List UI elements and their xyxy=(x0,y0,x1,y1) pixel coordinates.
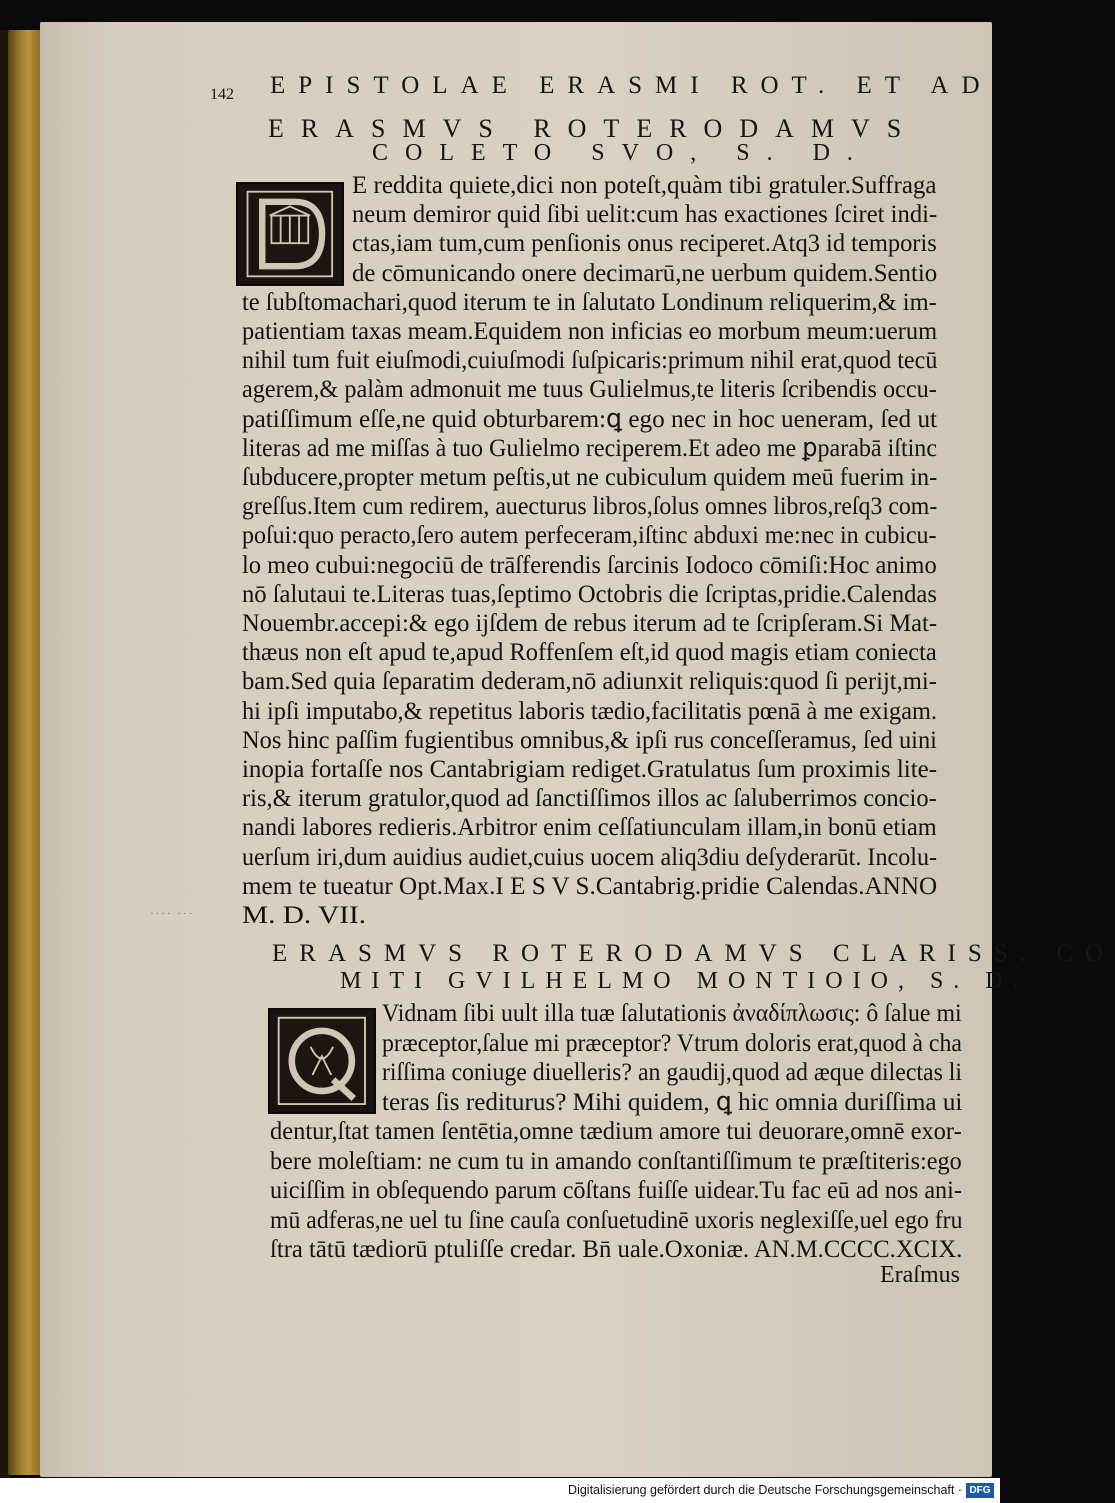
text-line: neum demiror quid ſibi uelit:cum has exactiones ſciret indi- xyxy=(352,199,938,229)
text-line: riſſima coniuge diuelleris? an gaudij,quod ad æque dilectas li xyxy=(382,1057,963,1086)
text-line: dentur,ſtat tamen ſentētia,omne tædium amore tui deuorare,omnē exor- xyxy=(270,1116,962,1145)
text-line: de cōmunicando onere decimarū,ne uerbum quidem.Sentio xyxy=(352,257,938,287)
letter2-signature: Eraſmus xyxy=(880,1262,960,1288)
text-line: bere moleſtiam: ne cum tu in amando conſtantiſſimum te præſtiteris:ego xyxy=(270,1145,962,1175)
book-page-edge xyxy=(8,30,42,1475)
text-line: mū adferas,ne uel tu ſine cauſa conſuetudinē uxoris neglexiſſe,uel ego fru xyxy=(270,1204,963,1234)
text-line: agerem,& palàm admonuit me tuus Gulielmus,te literis ſcribendis occu- xyxy=(242,374,937,404)
text-line: literas ad me miſſas à tuo Gulielmo reciperem.Et adeo me ꝑparabā iſtinc xyxy=(242,432,937,462)
text-line: uiciſſim in obſequendo parum cōſtans fuiſſe uidear.Tu fac eū ad nos ani- xyxy=(270,1175,962,1204)
text-line: ctas,iam tum,cum penſionis onus reciperet.Atq3 id temporis xyxy=(352,228,937,258)
ornamental-initial-q xyxy=(268,1008,376,1114)
text-line: nō ſalutaui te.Literas tuas,ſeptimo Octobris die ſcriptas,pridie.Calendas xyxy=(242,578,937,608)
letter1-heading-line1: ERASMVS ROTERODAMVS xyxy=(268,114,919,143)
footer-bar xyxy=(0,1478,1000,1503)
ornamental-initial-d xyxy=(236,182,344,286)
margin-note: ···· ··· xyxy=(150,908,195,920)
text-line: nandi labores redieris.Arbitror enim ceſſatiunculam illam,in bonū etiam xyxy=(242,812,937,842)
dfg-logo: DFG xyxy=(966,1483,994,1498)
footer-credit: Digitalisierung gefördert durch die Deutsche Forschungsgemeinschaft · xyxy=(568,1483,962,1497)
text-line: nihil tum fuit eiuſmodi,cuiuſmodi ſuſpicaris:primum nihil erat,quod tecū xyxy=(242,345,938,375)
text-line: E reddita quiete,dici non poteſt,quàm tibi gratuler.Suffraga xyxy=(352,170,937,199)
text-line: thæus non eſt apud te,apud Roffenſem eſt,id quod magis etiam coniecta xyxy=(242,637,937,667)
text-line: ſubducere,propter metum peſtis,ut ne cubiculum quidem meū fuerim in- xyxy=(242,462,938,491)
letter1-heading-line2: COLETO SVO, S. D. xyxy=(372,140,870,166)
text-line: ris,& iterum gratulor,quod ad ſanctiſſimos illos ac ſaluberrimos concio- xyxy=(242,783,937,813)
text-line: patientiam taxas meam.Equidem non inficias eo morbum meum:uerum xyxy=(242,316,938,345)
folio-number: 142 xyxy=(210,86,234,103)
text-line: M. D. VII. xyxy=(242,900,367,929)
text-line: mem te tueatur Opt.Max.I E S V S.Cantabrig.pridie Calendas.ANNO xyxy=(242,870,938,900)
text-line: uerſum iri,dum auidius audiet,cuius uocem aliq3diu deſyderarūt. Incolu- xyxy=(242,841,938,871)
text-line: bam.Sed quia ſeparatim dederam,nō adiunxit reliquis:quod ſi perijt,mi- xyxy=(242,666,937,696)
text-line: greſſus.Item cum redirem, auecturus libros,ſolus omnes libros,reſq3 com- xyxy=(242,491,938,521)
text-line: poſui:quo peracto,ſero autem perfeceram,iſtinc abduxi me:nec in cubicu- xyxy=(242,520,937,550)
text-line: inopia fortaſſe nos Cantabrigiam rediget.Gratulatus ſum proximis lite- xyxy=(242,754,937,783)
text-line: ſtra tātū tædiorū ptuliſſe credar. Bn̄ uale.Oxoniæ. AN.M.CCCC.XCIX. xyxy=(270,1234,963,1263)
text-line: præceptor,ſalue mi præceptor? Vtrum doloris erat,quod à cha xyxy=(382,1027,962,1057)
text-line: lo meo cubui:negociū de trāſferendis ſarcinis Iodoco cōmiſi:Hoc animo xyxy=(242,549,937,579)
text-line: teras ſis rediturus? Mihi quidem, ꝗ hic omnia duriſſima ui xyxy=(382,1086,963,1116)
text-line: patiſſimum eſſe,ne quid obturbarem:ꝗ ego nec in hoc ueneram, ſed ut xyxy=(242,403,938,433)
letter2-heading-line1: ERASMVS ROTERODAMVS CLARISS. CO xyxy=(272,940,1115,967)
text-line: hi ipſi imputabo,& repetitus laboris tædio,facilitatis pœnā à me exigam. xyxy=(242,695,938,725)
letter2-heading-line2: MITI GVILHELMO MONTIOIO, S. D. xyxy=(340,968,1029,994)
text-line: Nouembr.accepi:& ego ijſdem de rebus iterum ad te ſcripſeram.Si Mat- xyxy=(242,608,937,637)
running-head: EPISTOLAE ERASMI ROT. ET AD xyxy=(270,72,993,99)
text-line: Vidnam ſibi uult illa tuæ ſalutationis ἀναδίπλωσις: ô ſalue mi xyxy=(382,998,962,1027)
text-line: te ſubſtomachari,quod iterum te in ſalutato Londinum reliquerim,& im- xyxy=(242,286,937,316)
text-line: Nos hinc paſſim fugientibus omnibus,& ipſi rus conceſſeramus, ſed uini xyxy=(242,724,937,754)
